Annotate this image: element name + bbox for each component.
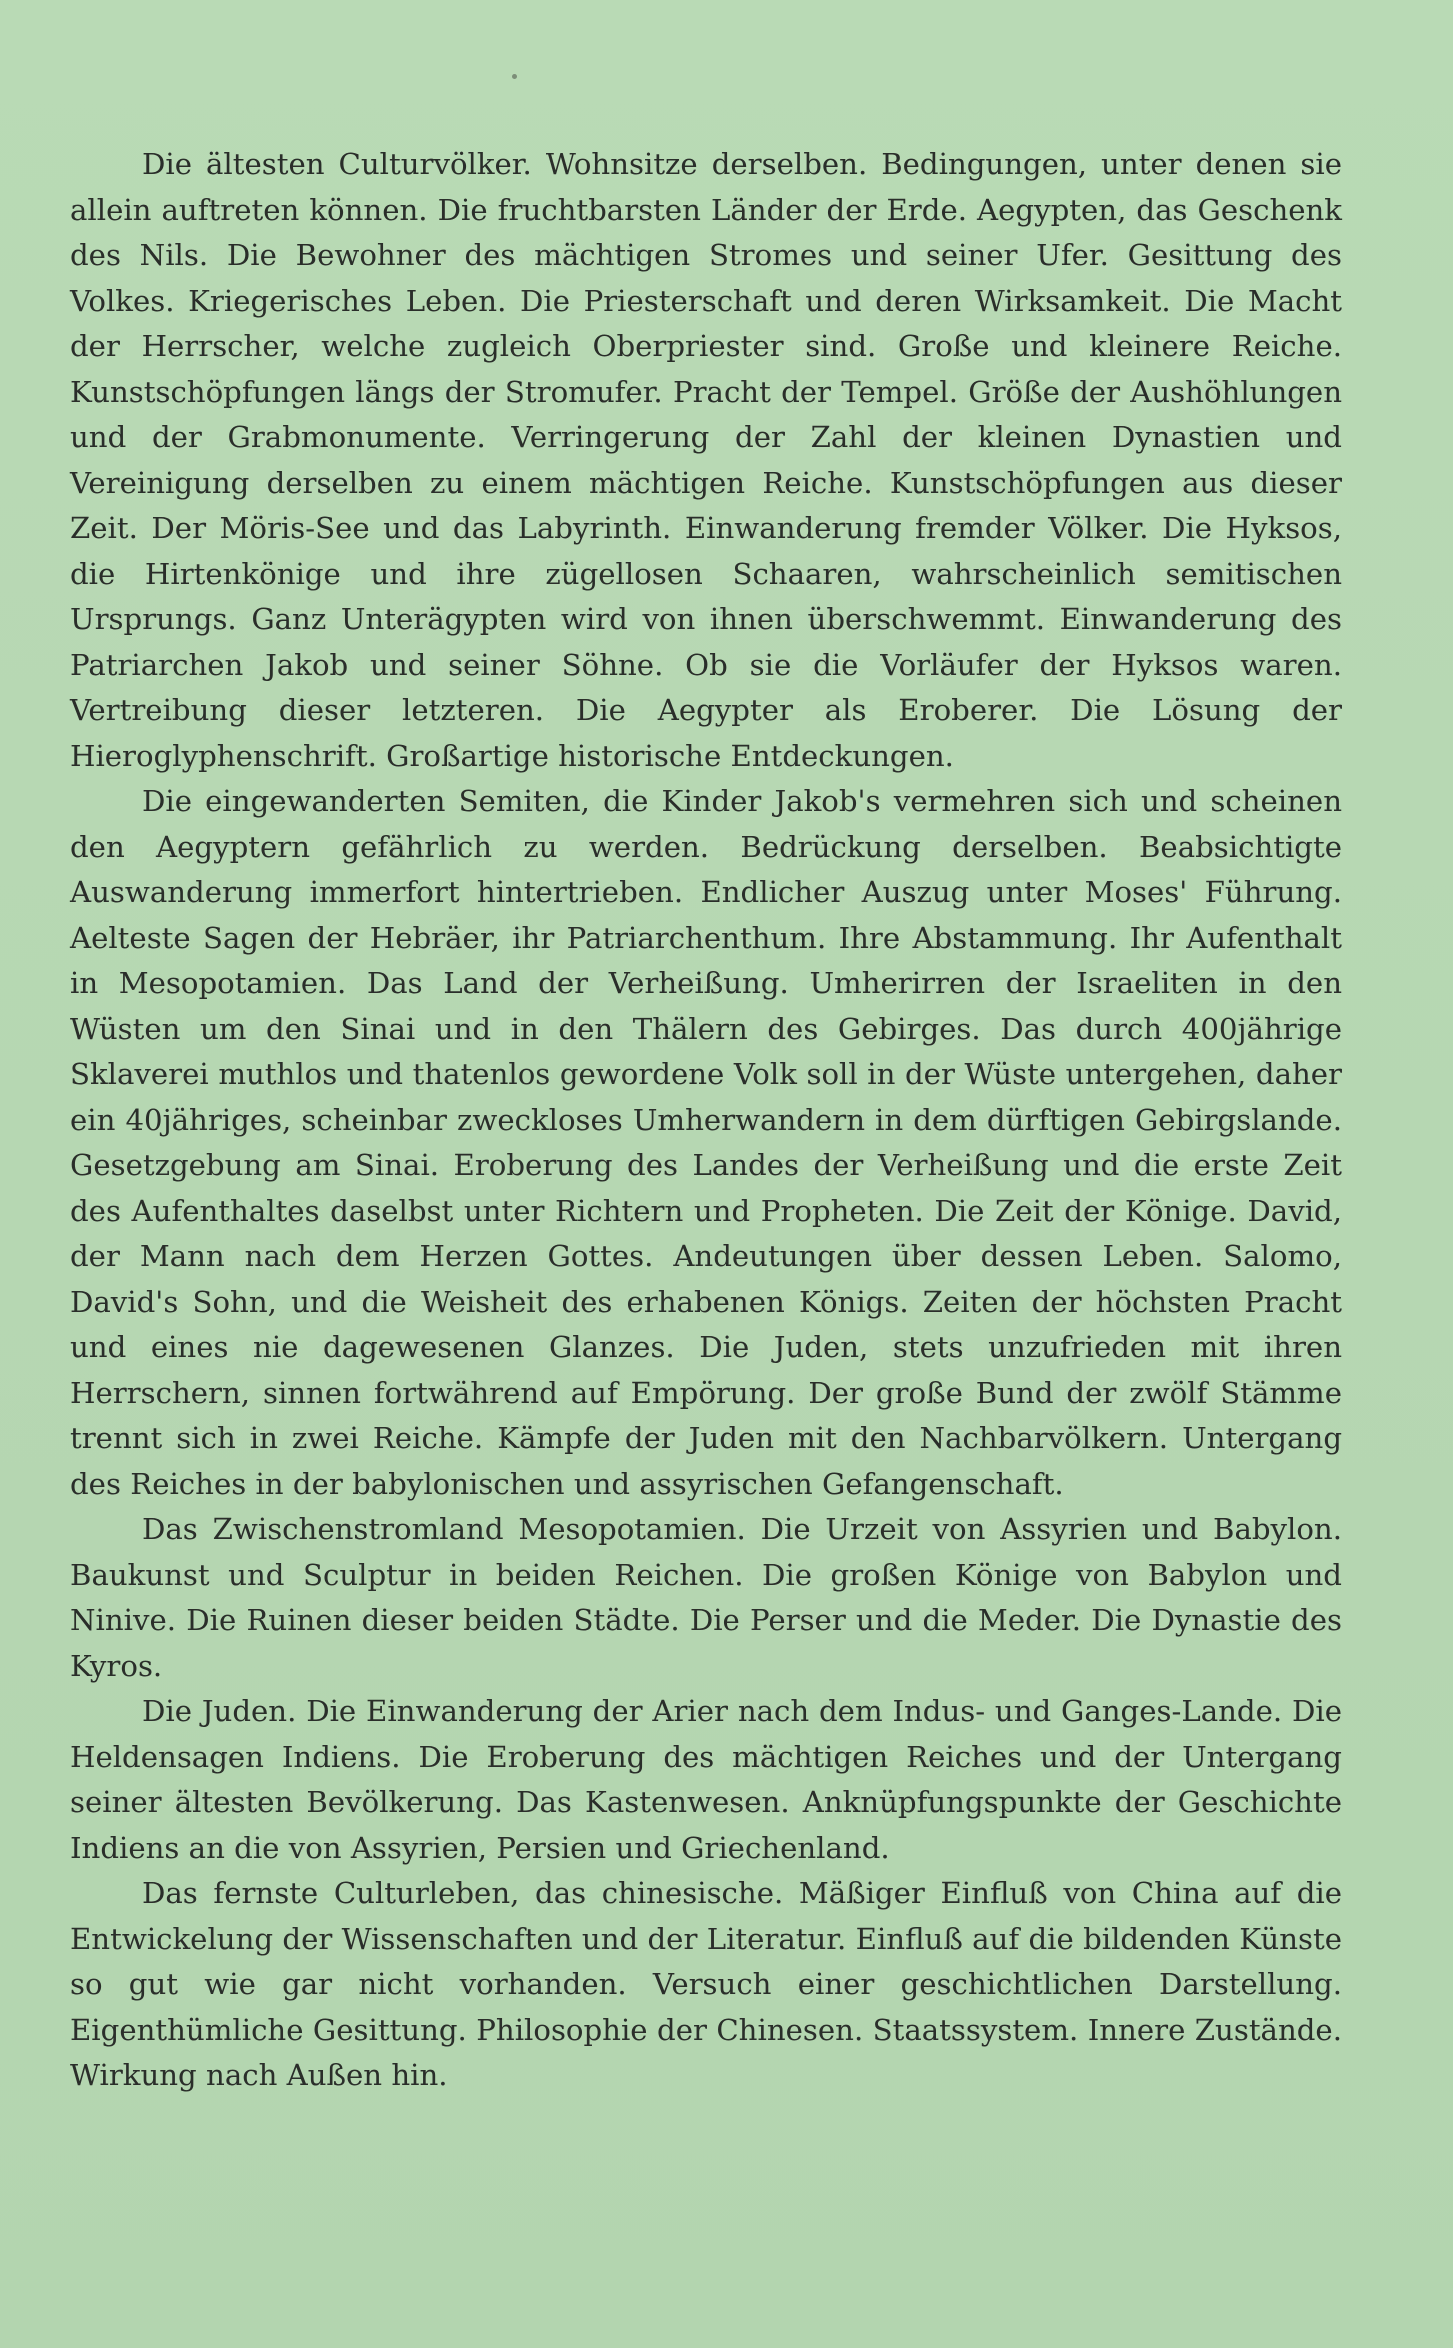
summary-text <box>70 142 1342 2099</box>
paragraph-mesopotamia: Das Zwischenstromland Mesopotamien. Die Urzeit von Assyrien und Babylon. Baukunst und Sculptur in beiden Reichen. Die großen Könige von Babylon und Ninive. Die Ruinen dieser beiden Städte. Die Perser und die Meder. Die Dynastie des Kyros. <box>70 1512 1342 1683</box>
paragraph-india: Die Juden. Die Einwanderung der Arier nach dem Indus- und Ganges-Lande. Die Heldensagen Indiens. Die Eroberung des mächtigen Reiches und der Untergang seiner ältesten Bevölkerung. Das Kastenwesen. Anknüpfungspunkte der Geschichte Indiens an die von Assyrien, Persien und Griechenland. <box>70 1694 1342 1865</box>
paragraph-egypt: Die ältesten Culturvölker. Wohnsitze derselben. Bedingungen, unter denen sie allein auftreten können. Die fruchtbarsten Länder der Erde. Aegypten, das Geschenk des Nils. Die Bewohner des mächtigen Stromes und seiner Ufer. Gesittung des Volkes. Kriegerisches Leben. Die Priesterschaft und deren Wirksamkeit. Die Macht der Herrscher, welche zugleich Oberpriester sind. Große und kleinere Reiche. Kunstschöpfungen längs der Stromufer. Pracht der Tempel. Größe der Aushöhlungen und der Grabmonumente. Verringerung der Zahl der kleinen Dynastien und Vereinigung derselben zu einem mächtigen Reiche. Kunstschöpfungen aus dieser Zeit. Der Möris-See und das Labyrinth. Einwanderung fremder Völker. Die Hyksos, die Hirtenkönige und ihre zügellosen Schaaren, wahrscheinlich semitischen Ursprungs. Ganz Unterägypten wird von ihnen überschwemmt. Einwanderung des Patriarchen Jakob und seiner Söhne. Ob sie die Vorläufer der Hyksos waren. Vertreibung dieser letzteren. Die Aegypter als Eroberer. Die Lösung der Hieroglyphenschrift. Großartige historische Entdeckungen. <box>70 147 1342 773</box>
paper-speck <box>512 74 517 79</box>
paragraph-hebrews: Die eingewanderten Semiten, die Kinder Jakob's vermehren sich und scheinen den Aegyptern gefährlich zu werden. Bedrückung derselben. Beabsichtigte Auswanderung immerfort hintertrieben. Endlicher Auszug unter Moses' Führung. Aelteste Sagen der Hebräer, ihr Patriarchenthum. Ihre Abstammung. Ihr Aufenthalt in Mesopotamien. Das Land der Verheißung. Umherirren der Israeliten in den Wüsten um den Sinai und in den Thälern des Gebirges. Das durch 400jährige Sklaverei muthlos und thatenlos gewordene Volk soll in der Wüste untergehen, daher ein 40jähriges, scheinbar zweckloses Umherwandern in dem dürftigen Gebirgslande. Gesetzgebung am Sinai. Eroberung des Landes der Verheißung und die erste Zeit des Aufenthaltes daselbst unter Richtern und Propheten. Die Zeit der Könige. David, der Mann nach dem Herzen Gottes. Andeutungen über dessen Leben. Salomo, David's Sohn, und die Weisheit des erhabenen Königs. Zeiten der höchsten Pracht und eines nie dagewesenen Glanzes. Die Juden, stets unzufrieden mit ihren Herrschern, sinnen fortwährend auf Empörung. Der große Bund der zwölf Stämme trennt sich in zwei Reiche. Kämpfe der Juden mit den Nachbarvölkern. Untergang des Reiches in der babylonischen und assyrischen Gefangenschaft. <box>70 784 1342 1501</box>
paragraph-china: Das fernste Culturleben, das chinesische. Mäßiger Einfluß von China auf die Entwickelung der Wissenschaften und der Literatur. Einfluß auf die bildenden Künste so gut wie gar nicht vorhanden. Versuch einer geschichtlichen Darstellung. Eigenthümliche Gesittung. Philosophie der Chinesen. Staatssystem. Innere Zustände. Wirkung nach Außen hin. <box>70 1876 1342 2092</box>
